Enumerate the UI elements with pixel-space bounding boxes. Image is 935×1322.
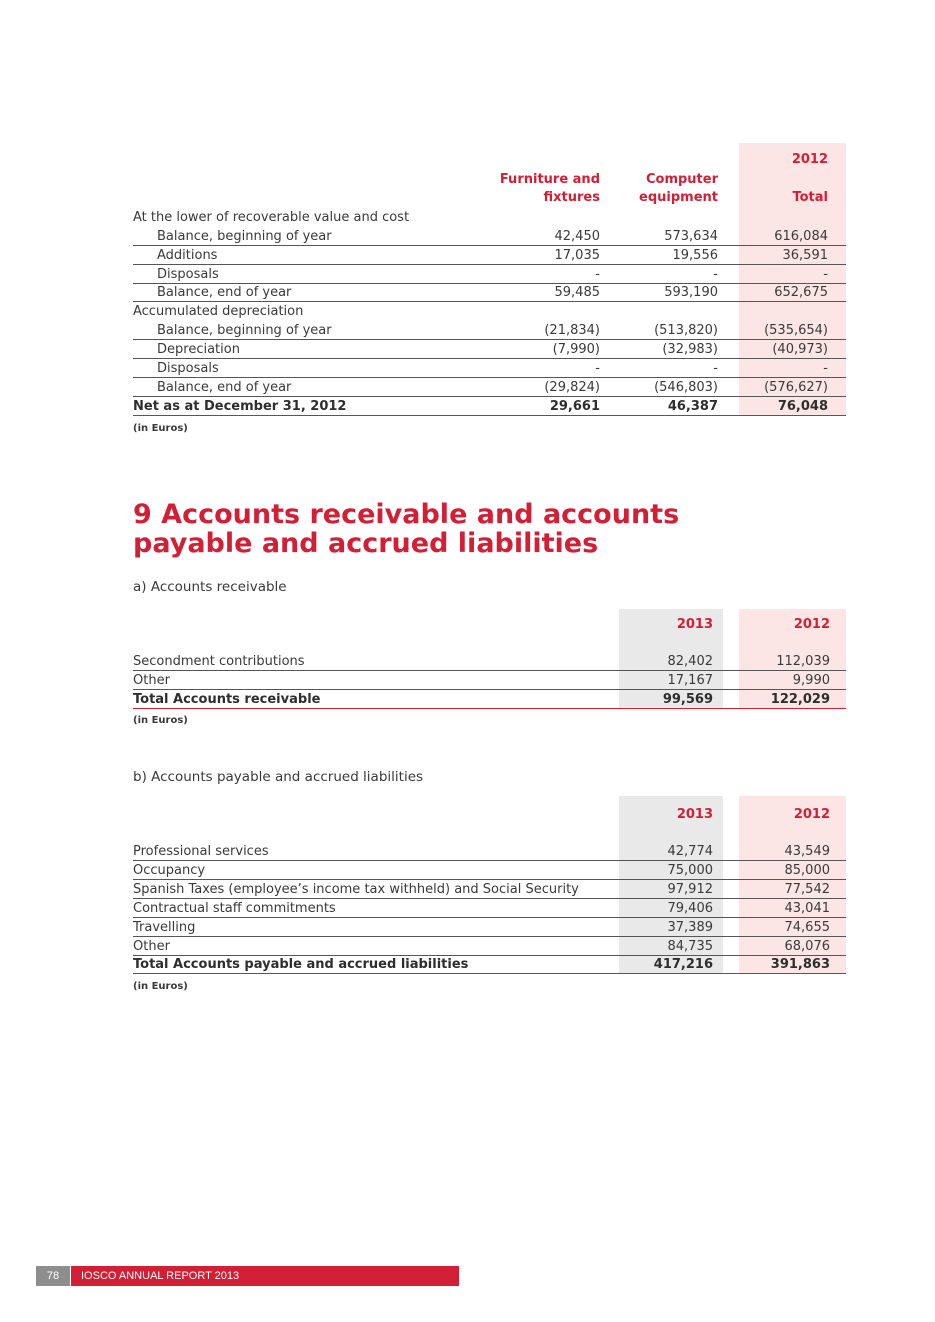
row-value: 17,035 [554, 247, 600, 263]
row-label: Accumulated depreciation [133, 304, 304, 320]
table-row [133, 652, 846, 671]
publication-footer: IOSCO ANNUAL REPORT 2013 [71, 1266, 459, 1286]
table-row [133, 899, 846, 918]
row-label: Total Accounts receivable [133, 691, 321, 707]
table-row [133, 283, 846, 302]
row-label: Contractual staff commitments [133, 900, 336, 916]
row-value: (546,803) [654, 379, 718, 395]
row-label: Net as at December 31, 2012 [133, 398, 347, 414]
row-value: 42,450 [554, 228, 600, 244]
receivable-subhead: a) Accounts receivable [133, 579, 287, 595]
row-value: 122,029 [770, 691, 830, 707]
row-value: 76,048 [777, 398, 828, 414]
row-value: 112,039 [776, 654, 830, 669]
table-row [133, 265, 846, 284]
col-header-computer [600, 171, 718, 207]
row-value: 42,774 [667, 844, 713, 859]
table-row [133, 880, 846, 899]
row-value: - [713, 360, 718, 376]
row-value: 37,389 [667, 919, 713, 935]
col-header-total-line2: Total [792, 190, 828, 205]
row-label: Travelling [133, 919, 196, 935]
row-label: Balance, end of year [157, 285, 292, 301]
payable-units-note: (in Euros) [133, 981, 188, 992]
row-value: 593,190 [664, 285, 718, 301]
row-value: 9,990 [792, 672, 830, 688]
table-row [133, 302, 846, 321]
receivable-units-note: (in Euros) [133, 715, 188, 726]
row-label: Professional services [133, 844, 269, 859]
table-row [133, 321, 846, 340]
page-number: 78 [36, 1266, 70, 1286]
col-header-computer-line2: equipment [639, 190, 718, 205]
row-value: 36,591 [782, 247, 828, 263]
row-label: Depreciation [157, 341, 240, 357]
table-row [133, 227, 846, 246]
col-header-computer-line1: Computer [645, 172, 718, 187]
row-value: (576,627) [764, 379, 828, 395]
row-label: Other [133, 672, 170, 688]
row-value: 391,863 [770, 957, 830, 973]
table-row [133, 208, 846, 227]
row-value: (32,983) [662, 341, 718, 357]
fixed-assets-units-note: (in Euros) [133, 423, 188, 434]
table-row [133, 359, 846, 378]
col-header-furniture-line2: fixtures [543, 190, 600, 205]
row-value: (535,654) [764, 323, 828, 339]
row-value: 85,000 [784, 862, 830, 878]
row-label: Total Accounts payable and accrued liabilities [133, 957, 469, 973]
table-row [133, 397, 846, 416]
table-row [133, 955, 846, 974]
table-row [133, 937, 846, 956]
payable-col-2012: 2012 [793, 807, 830, 822]
year-header-2012: 2012 [791, 152, 828, 167]
row-label: Other [133, 938, 170, 954]
table-row [133, 842, 846, 861]
row-label: Balance, beginning of year [157, 228, 332, 244]
row-value: - [595, 266, 600, 282]
table-row [133, 671, 846, 690]
row-value: 74,655 [784, 919, 830, 935]
row-value: 97,912 [667, 881, 713, 897]
row-value: 77,542 [784, 881, 830, 897]
row-value: (7,990) [552, 341, 600, 357]
table-row [133, 861, 846, 880]
col-header-total [739, 171, 828, 207]
row-value: (29,824) [544, 379, 600, 395]
row-label: Balance, end of year [157, 379, 292, 395]
row-label: Occupancy [133, 862, 206, 878]
row-value: - [713, 266, 718, 282]
row-value: 59,485 [554, 285, 600, 301]
row-value: 84,735 [667, 938, 713, 954]
receivable-col-2012: 2012 [793, 617, 830, 632]
table-row [133, 378, 846, 397]
row-value: - [823, 360, 828, 376]
row-label: Disposals [157, 266, 219, 282]
row-value: 68,076 [784, 938, 830, 954]
row-label: Balance, beginning of year [157, 323, 332, 339]
row-value: (513,820) [654, 323, 718, 339]
row-value: 75,000 [667, 862, 713, 878]
row-value: 79,406 [667, 900, 713, 916]
row-value: 17,167 [667, 672, 713, 688]
table-row [133, 246, 846, 265]
receivable-col-2013: 2013 [676, 617, 713, 632]
row-value: 417,216 [653, 957, 713, 973]
row-value: 29,661 [549, 398, 600, 414]
row-value: 616,084 [774, 228, 828, 244]
row-label: Disposals [157, 360, 219, 376]
row-value: - [595, 360, 600, 376]
row-label: Additions [157, 247, 218, 263]
payable-subhead: b) Accounts payable and accrued liabilities [133, 769, 424, 785]
row-label: At the lower of recoverable value and cost [133, 210, 410, 225]
row-value: 43,041 [784, 900, 830, 916]
row-value: 573,634 [664, 228, 718, 244]
table-row [133, 340, 846, 359]
row-value: - [823, 266, 828, 282]
table-row [133, 918, 846, 937]
row-value: 652,675 [774, 285, 828, 301]
row-value: (21,834) [544, 323, 600, 339]
payable-col-2013: 2013 [676, 807, 713, 822]
col-header-total-line1 [739, 171, 828, 189]
row-value: (40,973) [772, 341, 828, 357]
row-label: Secondment contributions [133, 654, 305, 669]
row-value: 82,402 [667, 654, 713, 669]
row-label: Spanish Taxes (employee’s income tax withheld) and Social Security [133, 881, 579, 897]
section-title: 9 Accounts receivable and accounts payable and accrued liabilities [133, 499, 680, 559]
row-value: 46,387 [667, 398, 718, 414]
row-value: 19,556 [672, 247, 718, 263]
table-row [133, 690, 846, 709]
row-value: 43,549 [784, 844, 830, 859]
col-header-furniture-line1: Furniture and [499, 172, 600, 187]
col-header-furniture [480, 171, 600, 207]
row-value: 99,569 [662, 691, 713, 707]
